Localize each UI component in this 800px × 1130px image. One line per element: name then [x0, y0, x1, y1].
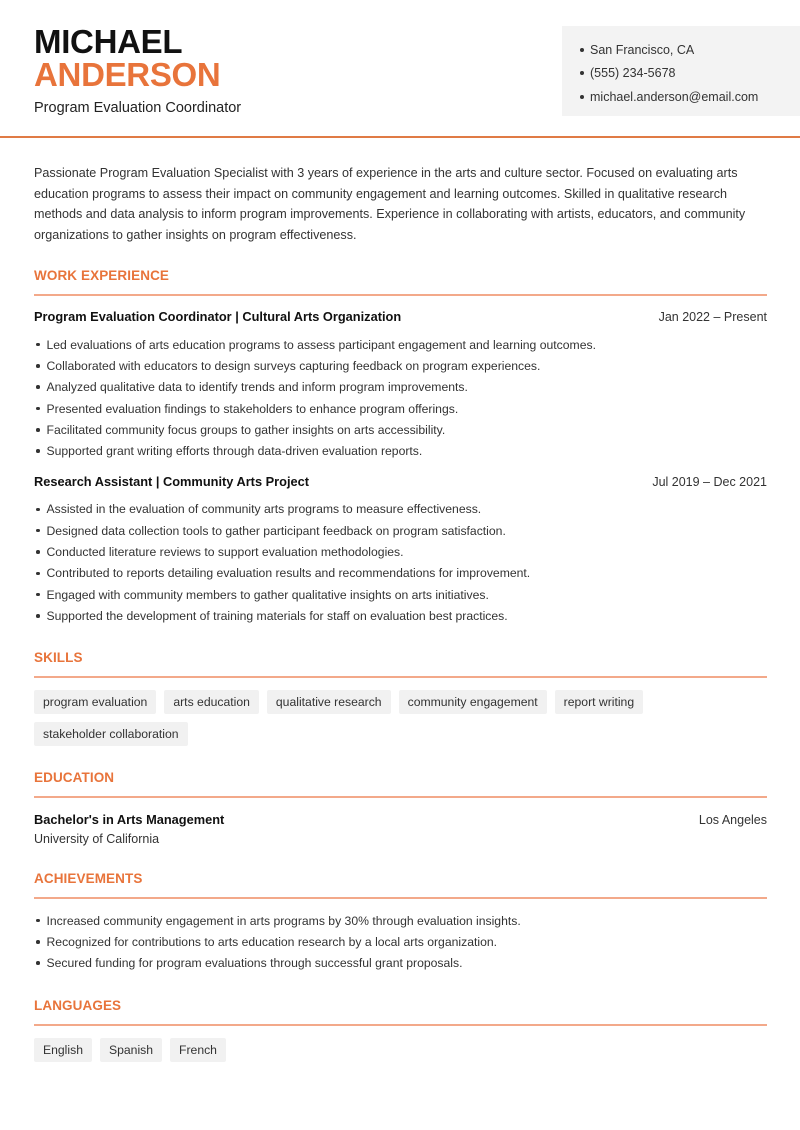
last-name: ANDERSON	[34, 56, 221, 93]
education-row	[34, 812, 767, 827]
list-item	[34, 910, 767, 931]
contact-location-text: San Francisco, CA	[590, 42, 695, 57]
job-role: Research Assistant | Community Arts Project	[34, 473, 310, 489]
bullet-text: Secured funding for program evaluations through successful grant proposals.	[46, 956, 463, 971]
summary-paragraph: Passionate Program Evaluation Specialist with 3 years of experience in the arts and culture sector. Focused on evaluating arts education programs to assess their impact on community engagement and learning outcomes. Skilled in qualitative research methods and data analysis to inform program improvements. Experience in collaborating with artists, educators, and community organizations to gather insights on program effectiveness.	[34, 166, 746, 243]
bullet-text: Facilitated community focus groups to gather insights on arts accessibility.	[46, 422, 446, 437]
section-title: EDUCATION	[34, 770, 115, 785]
job-entry	[34, 474, 767, 627]
bullet-text: Led evaluations of arts education programs to assess participant engagement and learning outcomes.	[46, 337, 596, 352]
skills-section	[34, 649, 767, 746]
list-item	[34, 377, 767, 398]
work-experience-section	[34, 267, 767, 627]
bullet-icon	[36, 593, 40, 597]
bullet-text: Conducted literature reviews to support evaluation methodologies.	[46, 545, 404, 560]
job-bullets	[34, 334, 767, 462]
achievement-bullets	[34, 910, 767, 974]
list-item	[34, 541, 767, 562]
list-item	[34, 605, 767, 626]
section-divider	[34, 897, 767, 899]
education-degree: Bachelor's in Arts Management	[34, 812, 225, 827]
list-item	[34, 440, 767, 461]
job-header	[34, 474, 767, 492]
section-title: SKILLS	[34, 650, 83, 665]
section-divider	[34, 294, 767, 296]
list-item	[34, 398, 767, 419]
section-divider	[34, 1024, 767, 1026]
education-school: University of California	[34, 832, 160, 846]
bullet-icon	[36, 919, 40, 923]
bullet-text: Presented evaluation findings to stakeholders to enhance program offerings.	[46, 401, 459, 416]
bullet-icon	[36, 961, 40, 965]
list-item	[34, 334, 767, 355]
bullet-text: Contributed to reports detailing evaluation results and recommendations for improvement.	[46, 566, 531, 581]
skill-chip: program evaluation	[34, 690, 156, 714]
section-title: LANGUAGES	[34, 998, 122, 1013]
skill-chip: community engagement	[399, 690, 547, 714]
contact-email-text: michael.anderson@email.com	[590, 89, 759, 104]
list-item	[34, 355, 767, 376]
job-bullets	[34, 499, 767, 627]
education-section	[34, 769, 767, 846]
section-title: ACHIEVEMENTS	[34, 871, 143, 886]
section-divider	[34, 676, 767, 678]
list-item	[34, 563, 767, 584]
section-divider	[34, 796, 767, 798]
bullet-icon	[580, 71, 584, 75]
bullet-text: Designed data collection tools to gather participant feedback on program satisfaction.	[46, 523, 506, 538]
bullet-text: Engaged with community members to gather qualitative insights on arts initiatives.	[46, 587, 489, 602]
bullet-text: Assisted in the evaluation of community arts programs to measure effectiveness.	[46, 502, 482, 517]
list-item	[34, 953, 767, 974]
bullet-icon	[36, 364, 40, 368]
contact-box	[562, 26, 800, 116]
languages-section	[34, 997, 767, 1062]
bullet-icon	[36, 449, 40, 453]
achievements-section	[34, 870, 767, 974]
list-item	[34, 931, 767, 952]
bullet-icon	[36, 940, 40, 944]
bullet-icon	[36, 508, 40, 512]
contact-phone-text: (555) 234-5678	[590, 66, 676, 81]
bullet-text: Supported the development of training materials for staff on evaluation best practices.	[46, 608, 508, 623]
job-entry	[34, 309, 767, 462]
bullet-icon	[36, 529, 40, 533]
language-chip: Spanish	[100, 1038, 162, 1062]
list-item	[34, 419, 767, 440]
job-role: Program Evaluation Coordinator | Cultural Arts Organization	[34, 309, 402, 324]
bullet-icon	[580, 95, 584, 99]
skill-chip: qualitative research	[267, 690, 391, 714]
bullet-icon	[36, 428, 40, 432]
bullet-icon	[36, 343, 40, 347]
section-title: WORK EXPERIENCE	[34, 268, 170, 283]
contact-location	[580, 38, 800, 62]
job-dates: Jan 2022 – Present	[658, 310, 767, 324]
bullet-text: Increased community engagement in arts programs by 30% through evaluation insights.	[46, 913, 521, 928]
skill-chip: report writing	[555, 690, 643, 714]
bullet-icon	[36, 614, 40, 618]
bullet-icon	[36, 550, 40, 554]
bullet-text: Analyzed qualitative data to identify trends and inform program improvements.	[46, 380, 468, 395]
contact-phone	[580, 62, 800, 86]
skills-chips	[34, 690, 767, 746]
language-chip: French	[170, 1038, 226, 1062]
job-dates: Jul 2019 – Dec 2021	[652, 474, 767, 489]
bullet-icon	[36, 407, 40, 411]
education-location: Los Angeles	[698, 813, 767, 827]
bullet-icon	[36, 385, 40, 389]
bullet-icon	[580, 48, 584, 52]
list-item	[34, 499, 767, 520]
bullet-text: Recognized for contributions to arts education research by a local arts organization.	[46, 934, 498, 949]
bullet-text: Collaborated with educators to design surveys capturing feedback on program experiences.	[46, 358, 541, 373]
bullet-icon	[36, 572, 40, 576]
skill-chip: arts education	[164, 690, 259, 714]
language-chips	[34, 1038, 767, 1062]
bullet-text: Supported grant writing efforts through data-driven evaluation reports.	[46, 444, 423, 459]
job-title: Program Evaluation Coordinator	[34, 100, 242, 116]
language-chip: English	[34, 1038, 92, 1062]
skill-chip: stakeholder collaboration	[34, 722, 188, 746]
first-name: MICHAEL	[34, 23, 183, 60]
job-header	[34, 309, 767, 327]
list-item	[34, 520, 767, 541]
contact-email	[580, 85, 800, 109]
resume-header	[0, 0, 800, 138]
list-item	[34, 584, 767, 605]
